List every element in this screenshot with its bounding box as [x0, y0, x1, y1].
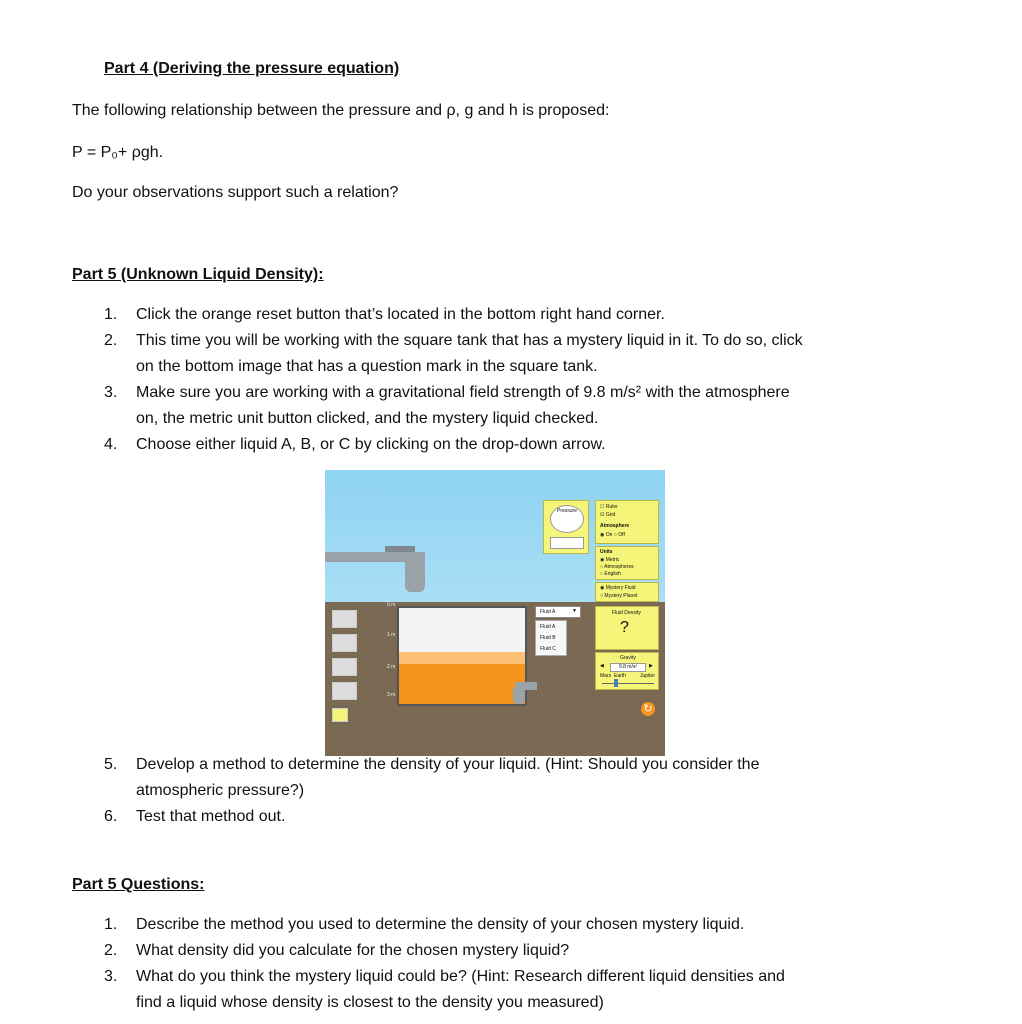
- units-label: Units: [600, 549, 613, 555]
- fluid-select[interactable]: Fluid A ▼: [535, 606, 581, 618]
- depth-2: 2 m: [387, 664, 396, 670]
- scene-thumb-1[interactable]: [332, 610, 357, 628]
- atmosphere-label: Atmosphere: [600, 523, 630, 529]
- mystery-planet-label: Mystery Planet: [604, 593, 638, 599]
- pressure-gauge: Pressure: [550, 505, 584, 533]
- gravity-mark: Earth: [614, 673, 626, 679]
- pressure-gauge-panel[interactable]: [543, 500, 589, 554]
- part4-heading: Part 4 (Deriving the pressure equation): [104, 60, 400, 77]
- fluid-option[interactable]: Fluid B: [540, 635, 556, 641]
- metric-radio-icon[interactable]: ◉: [600, 557, 605, 563]
- dropdown-arrow-icon[interactable]: ▼: [572, 608, 577, 614]
- gravity-panel: [595, 652, 659, 690]
- atm-unit-radio-icon[interactable]: ○: [600, 564, 604, 570]
- gravity-slider-thumb[interactable]: [614, 679, 618, 687]
- faucet-handle[interactable]: [385, 546, 415, 552]
- mystery-fluid-radio-icon[interactable]: ◉: [600, 585, 605, 591]
- fluid-option[interactable]: Fluid C: [540, 646, 556, 652]
- grid-label: Grid: [605, 512, 616, 518]
- gravity-value: 9.8 m/s²: [610, 663, 646, 672]
- tools-panel: [595, 500, 659, 544]
- mystery-fluid-label: Mystery Fluid: [605, 585, 636, 591]
- ruler-label: Ruler: [605, 504, 618, 510]
- pressure-equation: P = P₀+ ρgh.: [72, 144, 164, 161]
- mystery-tank: [397, 606, 527, 706]
- metric-label: Metric: [605, 557, 620, 563]
- depth-3: 3 m: [387, 692, 396, 698]
- part5-heading: Part 5 (Unknown Liquid Density):: [72, 266, 324, 283]
- gravity-slider-track[interactable]: [602, 683, 654, 684]
- mystery-planet-radio-icon[interactable]: ○: [600, 593, 604, 599]
- inlet-faucet: [405, 562, 425, 592]
- atm-on-radio-icon[interactable]: ◉: [600, 532, 605, 538]
- mystery-scene-thumb[interactable]: [332, 708, 348, 722]
- grid-checkbox-icon[interactable]: ☑: [600, 512, 605, 518]
- reset-icon[interactable]: ↻: [641, 702, 655, 716]
- gravity-increase-icon[interactable]: ▶: [649, 663, 653, 669]
- mystery-liquid: [399, 664, 525, 704]
- fluid-pressure-simulation: [325, 470, 665, 756]
- ruler-checkbox-icon[interactable]: ☐: [600, 504, 605, 510]
- liquid-surface: [399, 652, 525, 664]
- atm-unit-label: Atmospheres: [604, 564, 634, 570]
- depth-0: 0 m: [387, 602, 396, 608]
- fluid-density-panel: [595, 606, 659, 650]
- gravity-mark: Mars: [600, 673, 612, 679]
- part5-questions-heading: Part 5 Questions:: [72, 876, 205, 893]
- part4-intro: The following relationship between the pressure and ρ, g and h is proposed:: [72, 102, 610, 119]
- part4-question: Do your observations support such a relation?: [72, 184, 399, 201]
- outlet-faucet[interactable]: [513, 688, 525, 704]
- pressure-readout: [550, 537, 584, 549]
- gravity-decrease-icon[interactable]: ◀: [600, 663, 604, 669]
- inlet-pipe: [325, 552, 425, 562]
- gravity-mark: Jupiter: [640, 673, 656, 679]
- gravity-label: Gravity: [620, 655, 636, 661]
- english-radio-icon[interactable]: ○: [600, 571, 604, 577]
- english-label: English: [604, 571, 621, 577]
- fluid-density-value: ?: [620, 619, 629, 636]
- scene-thumb-3[interactable]: [332, 658, 357, 676]
- mystery-panel: [595, 582, 659, 602]
- fluid-option[interactable]: Fluid A: [540, 624, 556, 630]
- units-panel: [595, 546, 659, 580]
- scene-thumb-2[interactable]: [332, 634, 357, 652]
- fluid-options-list: [535, 620, 567, 656]
- atm-off-label: Off: [618, 532, 625, 538]
- fluid-density-label: Fluid Density: [612, 610, 641, 616]
- atm-off-radio-icon[interactable]: ○: [613, 532, 617, 538]
- depth-1: 1 m: [387, 632, 396, 638]
- atm-on-label: On: [605, 532, 613, 538]
- scene-thumb-4[interactable]: [332, 682, 357, 700]
